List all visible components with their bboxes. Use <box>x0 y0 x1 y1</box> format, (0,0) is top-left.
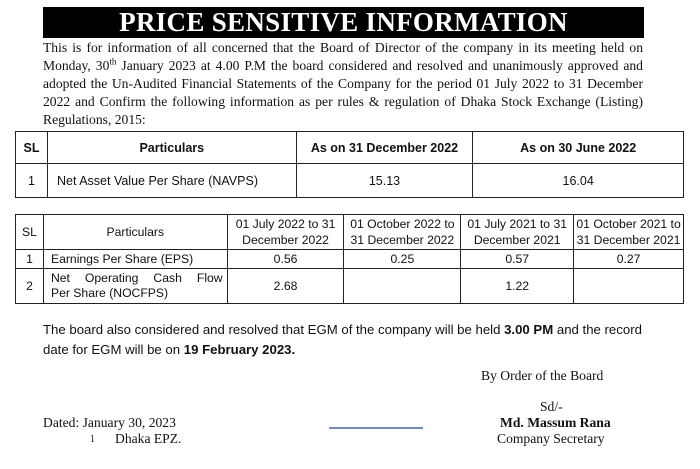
row-particular: Net Asset Value Per Share (NAVPS) <box>47 164 296 198</box>
header-dec-2022: As on 31 December 2022 <box>296 132 473 164</box>
header-oct-dec-2022: 01 October 2022 to 31 December 2022 <box>344 215 461 250</box>
header-particulars: Particulars <box>47 132 296 164</box>
row-value-jul-dec-2021: 1.22 <box>461 269 574 304</box>
row-sl: 1 <box>16 164 48 198</box>
header-particulars: Particulars <box>43 215 227 250</box>
closing-paragraph <box>43 320 643 360</box>
row-sl: 1 <box>16 250 44 269</box>
dated-line: Dated: January 30, 2023 <box>43 415 176 430</box>
signatory-designation: Company Secretary <box>497 431 605 446</box>
page-title: PRICE SENSITIVE INFORMATION <box>43 7 644 38</box>
row-value-jul-dec-2022: 0.56 <box>227 250 344 269</box>
row-value-oct-dec-2021: 0.27 <box>574 250 684 269</box>
header-jul-dec-2022: 01 July 2022 to 31 December 2022 <box>227 215 344 250</box>
intro-paragraph <box>43 39 643 129</box>
row-value-oct-dec-2021 <box>574 269 684 304</box>
table-row <box>16 269 684 304</box>
table-row <box>16 250 684 269</box>
closing-text-part2: and the record date for EGM will be on <box>43 322 642 357</box>
intro-text-part2: January 2023 at 4.00 P.M the board considered and resolved and unanimously approved and adopted the Un-Audited Financial Statements of the Company for the period 01 July 2022 to 31 December 2022 and Confirm the following information as per rules & regulation of Dhaka Stock Exchange (Listing) Regulations, 2015: <box>43 58 643 127</box>
place-number: 1 <box>90 434 95 445</box>
header-jul-dec-2021: 01 July 2021 to 31 December 2021 <box>461 215 574 250</box>
row-value-jul-dec-2021: 0.57 <box>461 250 574 269</box>
header-sl: SL <box>16 215 44 250</box>
row-particular-line1: Net Operating Cash Flow <box>50 271 223 285</box>
row-value-oct-dec-2022: 0.25 <box>344 250 461 269</box>
record-date: 19 February 2023. <box>183 342 296 357</box>
table-row <box>16 164 684 198</box>
signature-mark: Sd/- <box>540 399 563 414</box>
eps-nocfps-table <box>15 214 684 304</box>
row-particular-line2: Per Share (NOCFPS) <box>50 286 169 300</box>
closing-text-part1: The board also considered and resolved that EGM of the company will be held <box>43 322 505 337</box>
signature-underline <box>329 427 423 429</box>
row-value-oct-dec-2022 <box>344 269 461 304</box>
row-sl: 2 <box>16 269 44 304</box>
row-particular <box>43 269 227 304</box>
header-sl: SL <box>16 132 48 164</box>
order-line: By Order of the Board <box>481 368 604 383</box>
row-value-jun-2022: 16.04 <box>473 164 684 198</box>
navps-table <box>15 131 684 198</box>
egm-time: 3.00 PM <box>504 322 554 337</box>
place-line: Dhaka EPZ. <box>115 431 182 446</box>
signatory-name: Md. Massum Rana <box>500 415 611 430</box>
intro-text-part1: This is for information of all concerned that the Board of Director of the company in its meeting held on Monday, 30 <box>43 40 643 73</box>
table-header-row <box>16 215 684 250</box>
intro-superscript: th <box>109 56 117 67</box>
row-value-jul-dec-2022: 2.68 <box>227 269 344 304</box>
header-jun-2022: As on 30 June 2022 <box>473 132 684 164</box>
row-particular: Earnings Per Share (EPS) <box>43 250 227 269</box>
header-oct-dec-2021: 01 October 2021 to 31 December 2021 <box>574 215 684 250</box>
table-header-row <box>16 132 684 164</box>
row-value-dec-2022: 15.13 <box>296 164 473 198</box>
